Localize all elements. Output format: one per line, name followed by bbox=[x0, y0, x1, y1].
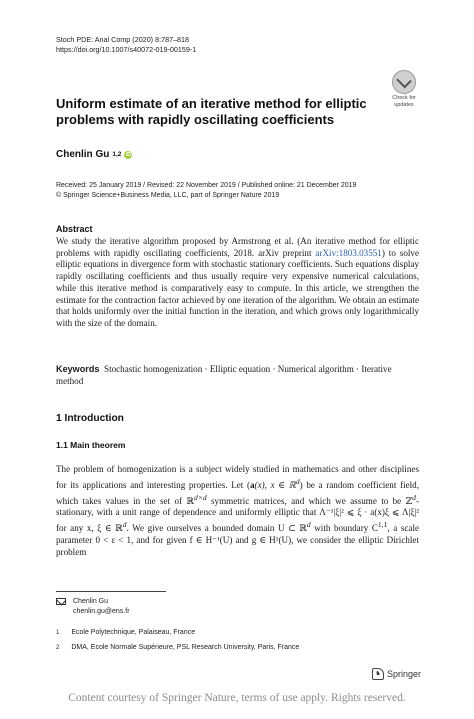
copyright: © Springer Science+Business Media, LLC, part of Springer Nature 2019 bbox=[56, 192, 280, 199]
intro-text: . We give ourselves a bounded domain U ⊂ ℝ bbox=[126, 523, 307, 534]
footnote-rule bbox=[56, 591, 166, 592]
keywords bbox=[56, 364, 419, 387]
intro-text: , a scale parameter 0 < ε < 1, and for given f ∈ H⁻¹(U) and g ∈ H¹(U), we consider the elliptic Dirichlet problem bbox=[56, 523, 420, 557]
check-text-1: Check for bbox=[392, 95, 416, 101]
author-line bbox=[56, 149, 132, 160]
publisher-logo bbox=[372, 668, 421, 680]
arxiv-link[interactable]: arXiv:1803.03551 bbox=[315, 247, 382, 258]
paper-title: Uniform estimate of an iterative method for elliptic problems with rapidly oscillating coefficients bbox=[56, 96, 367, 127]
intro-sup: d bbox=[295, 476, 300, 486]
author-affiliation-marks: 1,2 bbox=[112, 151, 122, 158]
publication-dates bbox=[56, 181, 426, 201]
affiliation-number: 1 bbox=[56, 630, 60, 636]
date-history: Received: 25 January 2019 / Revised: 22 November 2019 / Published online: 21 December 2019 bbox=[56, 182, 357, 189]
orcid-icon[interactable]: iD bbox=[125, 151, 132, 158]
check-badge-icon bbox=[392, 70, 416, 94]
abstract-text bbox=[56, 236, 419, 330]
courtesy-footer: Content courtesy of Springer Nature, terms of use apply. Rights reserved. bbox=[68, 692, 406, 704]
doi-link[interactable]: https://doi.org/10.1007/s40072-019-00159-1 bbox=[56, 45, 197, 54]
intro-math-bold: a bbox=[250, 479, 255, 490]
intro-sup: d×d bbox=[193, 492, 207, 502]
affiliation-text: Ecole Polytechnique, Palaiseau, France bbox=[71, 629, 196, 636]
intro-text: -stationary, with a unit range of dependence and uniformly elliptic that Λ⁻¹|ξ|² ⩽ ξ · a(x)ξ ⩽ Λ|ξ|² for any x, ξ ∈ ℝ bbox=[56, 495, 419, 534]
intro-sup: d bbox=[122, 520, 127, 530]
subsection-heading: 1.1 Main theorem bbox=[56, 440, 126, 450]
abstract-text-b: ) to solve elliptic equations in divergence form with stochastic stationary coefficients. Such equations display rapidly oscillating coefficients and thus usually require very expensive numerical calculations, while this iterative method is comparatively easy to compute. In this article, we strengthen the estimate for the contraction factor achieved by one iteration of the algorithm. We obtain an estimate that holds uniformly over the initial function in the iteration, and which grows only logarithmically with the size of the domain. bbox=[56, 247, 419, 328]
journal-citation: Stoch PDE: Anal Comp (2020) 8:787–818 bbox=[56, 35, 190, 44]
contact-email[interactable]: chenlin.gu@ens.fr bbox=[73, 608, 130, 615]
intro-text: symmetric matrices, and which we assume to be ℤ bbox=[206, 495, 413, 506]
keywords-text: Stochastic homogenization · Elliptic equation · Numerical algorithm · Iterative method bbox=[56, 364, 392, 386]
springer-horse-icon: ♞ bbox=[372, 668, 384, 680]
abstract-heading: Abstract bbox=[56, 224, 93, 234]
affiliation-number: 2 bbox=[56, 645, 60, 651]
check-text-2: updates bbox=[394, 102, 414, 108]
affiliation-1 bbox=[56, 628, 195, 638]
section-heading: 1 Introduction bbox=[56, 413, 124, 424]
keywords-label: Keywords bbox=[56, 364, 100, 374]
affiliation-2 bbox=[56, 643, 299, 653]
intro-text: The problem of homogenization is a subject widely studied in mathematics and other disciplines for its applications and interesting properties. Let ( bbox=[56, 464, 419, 490]
intro-text: ) be a random coefficient field, which takes values in the set of ℝ bbox=[56, 479, 419, 506]
intro-sup: d bbox=[412, 492, 416, 502]
journal-info bbox=[56, 35, 196, 55]
intro-sup: 1,1 bbox=[377, 520, 388, 530]
intro-text: with boundary C bbox=[310, 523, 378, 534]
intro-sup: d bbox=[306, 520, 311, 530]
introduction-paragraph bbox=[56, 464, 419, 559]
corresponding-author bbox=[56, 597, 130, 617]
contact-name: Chenlin Gu bbox=[73, 598, 109, 605]
abstract-text-a: We study the iterative algorithm proposed by Armstrong et al. (An iterative method for elliptic problems with rapidly oscillating coefficients, 2018. arXiv preprint bbox=[56, 236, 419, 258]
author-name[interactable]: Chenlin Gu bbox=[56, 149, 110, 160]
envelope-icon bbox=[56, 598, 66, 605]
affiliation-text: DMA, Ecole Normale Supérieure, PSL Research University, Paris, France bbox=[71, 644, 300, 651]
publisher-name: Springer bbox=[387, 669, 422, 679]
intro-math: (x), x ∈ ℝ bbox=[254, 479, 296, 490]
check-for-updates-badge[interactable] bbox=[388, 70, 420, 108]
